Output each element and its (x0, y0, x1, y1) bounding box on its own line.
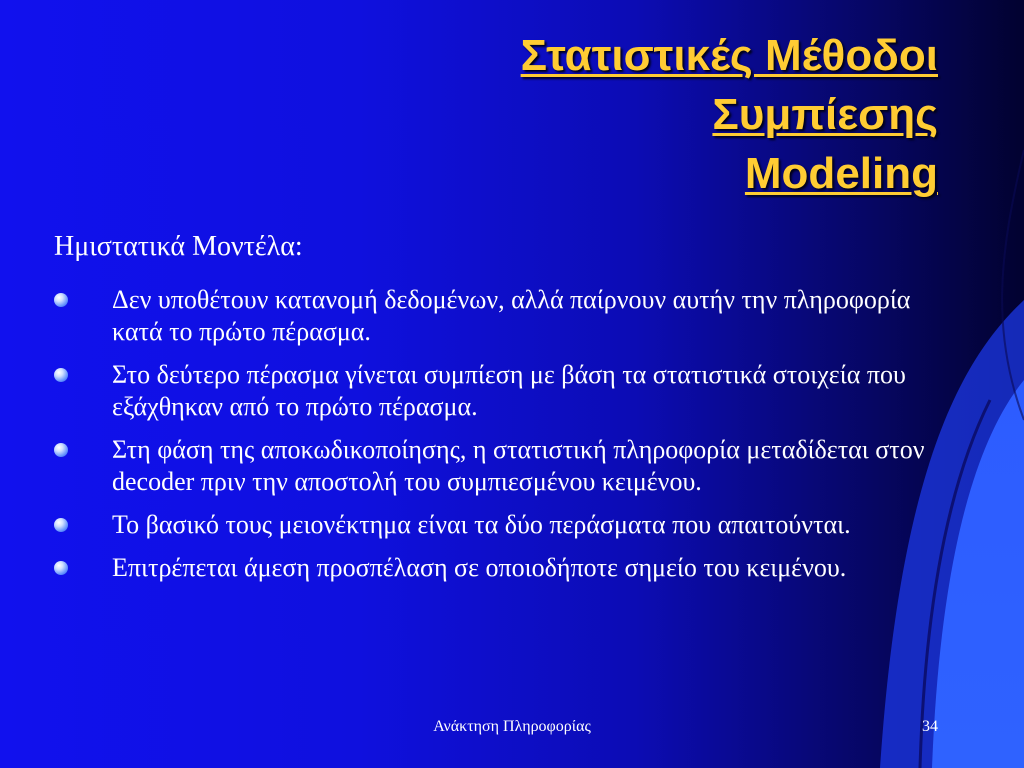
bullet-text: Στη φάση της αποκωδικοποίησης, η στατιστική πληροφορία μεταδίδεται στον decoder πριν την αποστολή του συμπιεσμένου κειμένου. (112, 435, 925, 496)
bullet-icon (54, 561, 68, 575)
bullet-item (54, 509, 954, 541)
bullet-item (54, 434, 954, 498)
bullet-text: Στο δεύτερο πέρασμα γίνεται συμπίεση με βάση τα στατιστικά στοιχεία που εξάχθηκαν από το πρώτο πέρασμα. (112, 360, 906, 421)
bullet-icon (54, 443, 68, 457)
bullet-item (54, 552, 954, 584)
section-heading: Ημιστατικά Μοντέλα: (54, 231, 303, 262)
title-line-3: Modeling (744, 149, 938, 198)
footer-title: Ανάκτηση Πληροφορίας (433, 718, 591, 735)
bullet-item (54, 359, 954, 423)
bullet-icon (54, 368, 68, 382)
bullet-text: Επιτρέπεται άμεση προσπέλαση σε οποιοδήποτε σημείο του κειμένου. (112, 553, 847, 582)
bullet-item (54, 284, 954, 348)
bullet-list (54, 284, 954, 595)
slide-title (521, 26, 938, 203)
bullet-text: Δεν υποθέτουν κατανομή δεδομένων, αλλά παίρνουν αυτήν την πληροφορία κατά το πρώτο πέρασμα. (112, 285, 911, 346)
bullet-icon (54, 293, 68, 307)
page-number: 34 (922, 718, 938, 735)
bullet-text: Το βασικό τους μειονέκτημα είναι τα δύο περάσματα που απαιτούνται. (112, 510, 851, 539)
title-line-2: Συμπίεσης (712, 90, 938, 139)
bullet-icon (54, 518, 68, 532)
title-line-1: Στατιστικές Μέθοδοι (520, 31, 938, 80)
